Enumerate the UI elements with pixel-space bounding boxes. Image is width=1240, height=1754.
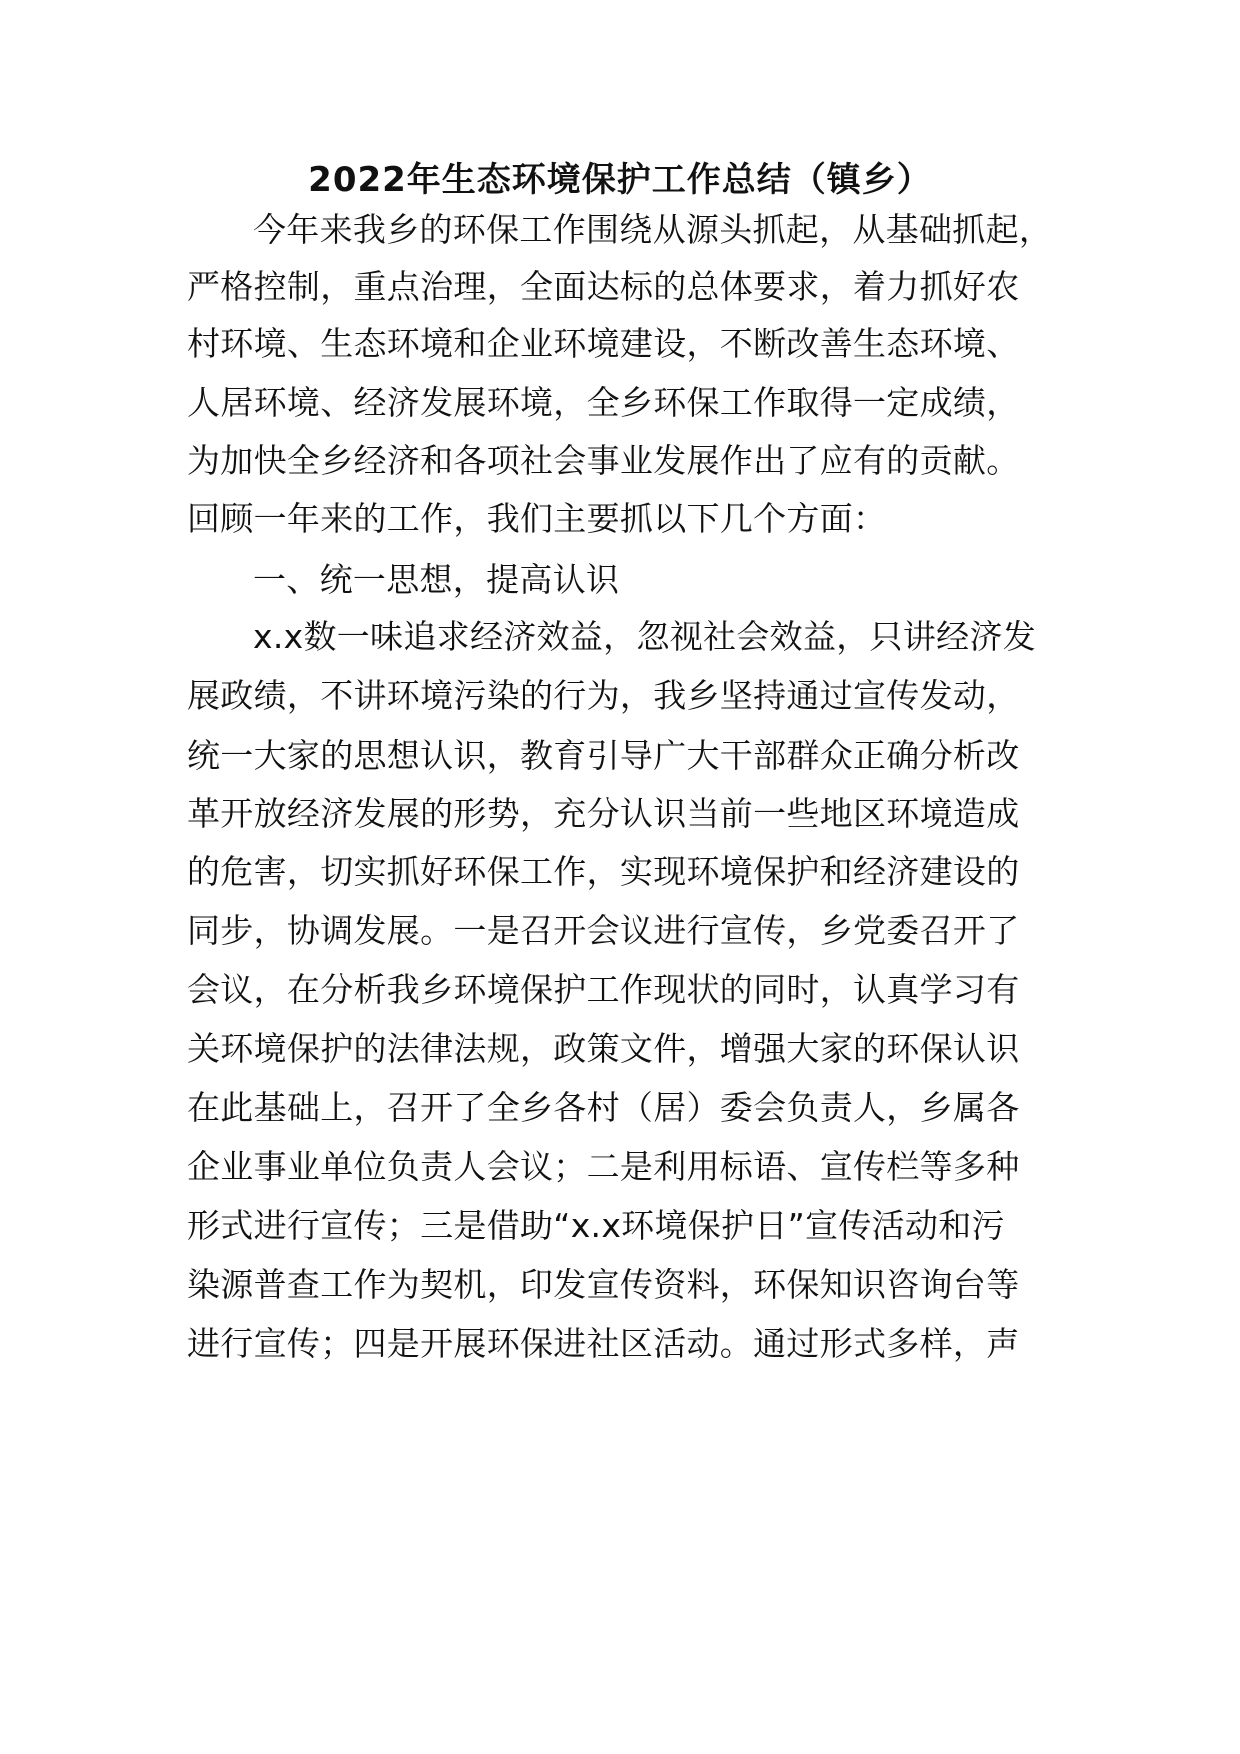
paragraph-line: 染源普查工作为契机，印发宣传资料，环保知识咨询台等 <box>187 1265 1020 1304</box>
paragraph-line: 统一大家的思想认识，教育引导广大干部群众正确分析改 <box>187 736 1020 775</box>
paragraph-line: 今年来我乡的环保工作围绕从源头抓起，从基础抓起， <box>253 210 1053 249</box>
paragraph-line: 的危害，切实抓好环保工作，实现环境保护和经济建设的 <box>187 852 1020 891</box>
paragraph-line: 展政绩，不讲环境污染的行为，我乡坚持通过宣传发动， <box>187 676 1020 715</box>
paragraph-line: 革开放经济发展的形势，充分认识当前一些地区环境造成 <box>187 794 1020 833</box>
section-heading: 一、统一思想，提高认识 <box>253 560 620 599</box>
paragraph-line: 关环境保护的法律法规，政策文件，增强大家的环保认识 <box>187 1029 1020 1068</box>
paragraph-line: x.x数一味追求经济效益，忽视社会效益，只讲经济发 <box>253 617 1037 656</box>
paragraph-line: 在此基础上，召开了全乡各村（居）委会负责人，乡属各 <box>187 1088 1020 1127</box>
paragraph-line: 进行宣传；四是开展环保进社区活动。通过形式多样，声 <box>187 1324 1020 1363</box>
document-title: 2022年生态环境保护工作总结（镇乡） <box>308 160 932 200</box>
paragraph-line: 村环境、生态环境和企业环境建设，不断改善生态环境、 <box>187 324 1020 363</box>
paragraph-line: 形式进行宣传；三是借助“x.x环境保护日”宣传活动和污 <box>187 1206 1005 1245</box>
paragraph-line: 会议，在分析我乡环境保护工作现状的同时，认真学习有 <box>187 970 1020 1009</box>
paragraph-line: 人居环境、经济发展环境，全乡环保工作取得一定成绩， <box>187 383 1020 422</box>
paragraph-line: 企业事业单位负责人会议；二是利用标语、宣传栏等多种 <box>187 1147 1020 1186</box>
paragraph-line: 为加快全乡经济和各项社会事业发展作出了应有的贡献。 <box>187 441 1020 480</box>
paragraph-line: 严格控制，重点治理，全面达标的总体要求，着力抓好农 <box>187 267 1020 306</box>
paragraph-line: 同步，协调发展。一是召开会议进行宣传，乡党委召开了 <box>187 911 1020 950</box>
paragraph-line: 回顾一年来的工作，我们主要抓以下几个方面： <box>187 499 887 538</box>
